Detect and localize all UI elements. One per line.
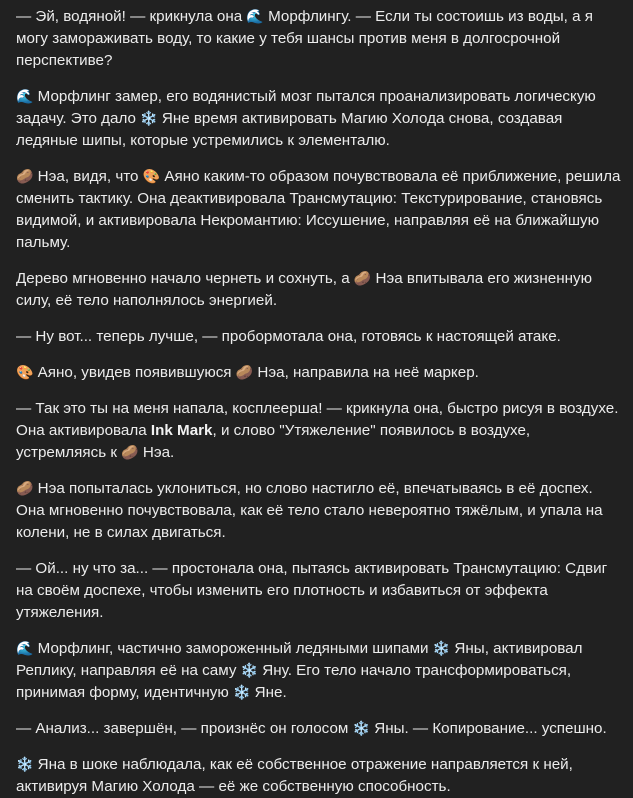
snowflake-icon: ❄️ — [233, 685, 251, 701]
text-run: Яны, активировал Реплику, направляя её на саму — [16, 640, 583, 679]
text-run: Яна в шоке наблюдала, как её собственное отражение направляется к ней, активируя Магию Холода — её же собственную способность. — [16, 756, 573, 795]
text-run: Аяно, увидев появившуюся — [33, 364, 236, 381]
text-run: — Ой... ну что за... — простонала она, пытаясь активировать Трансмутацию: Сдвиг на своём доспехе, чтобы изменить его плотность и избавиться от эффекта утяжеления. — [16, 560, 608, 621]
text-run: Нэа попыталась уклониться, но слово настигло её, впечатываясь в её доспех. Она мгновенно почувствовала, как её тело стало невероятно тяжёлым, и упала на колени, не в силах двигаться. — [16, 480, 603, 541]
snowflake-icon: ❄️ — [352, 721, 370, 737]
potato-icon: 🥔 — [16, 169, 34, 185]
text-run: — Анализ... завершён, — произнёс он голосом — [16, 720, 353, 737]
message-paragraph — [16, 326, 623, 348]
snowflake-icon: ❄️ — [432, 641, 451, 657]
message-paragraph — [16, 718, 623, 740]
text-run: , и слово "Утяжеление" появилось в воздухе, устремляясь к — [16, 422, 531, 461]
text-run: Дерево мгновенно начало чернеть и сохнуть, а — [16, 270, 354, 287]
message-paragraph — [16, 268, 623, 312]
message-paragraph — [16, 638, 623, 704]
wave-icon: 🌊 — [246, 9, 264, 25]
potato-icon: 🥔 — [235, 365, 254, 381]
snowflake-icon: ❄️ — [140, 111, 158, 127]
potato-icon: 🥔 — [121, 445, 139, 461]
text-run: Яны. — Копирование... успешно. — [370, 720, 607, 737]
text-run: Морфлинг, частично замороженный ледяными шипами — [33, 640, 433, 657]
wave-icon: 🌊 — [16, 641, 34, 657]
text-run: — Так это ты на меня напала, косплеерша! — крикнула она, быстро рисуя в воздухе. Она активировала — [16, 400, 619, 439]
text-run: Аяно каким-то образом почувствовала её приближение, решила сменить тактику. Она деактивировала Трансмутацию: Текстурирование, становясь видимой, и активировала Некромантию: Иссушение, направляя её на ближайшую пальму. — [16, 168, 621, 251]
text-run: Яну. Его тело начало трансформироваться, принимая форму, идентичную — [16, 662, 572, 701]
potato-icon: 🥔 — [16, 481, 34, 497]
text-run: Яне. — [250, 684, 287, 701]
text-run: — Ну вот... теперь лучше, — пробормотала она, готовясь к настоящей атаке. — [16, 328, 561, 345]
message-paragraph — [16, 166, 623, 254]
wave-icon: 🌊 — [16, 89, 34, 105]
text-run: Нэа. — [138, 444, 175, 461]
text-run: Нэа, направила на неё маркер. — [253, 364, 479, 381]
snowflake-icon: ❄️ — [16, 757, 34, 773]
text-run: Яне время активировать Магию Холода снова, создавая ледяные шипы, которые устремились к элементалю. — [16, 110, 563, 149]
text-run: Нэа, видя, что — [33, 168, 143, 185]
message-paragraph — [16, 6, 623, 72]
message-paragraph — [16, 754, 623, 798]
message-paragraph — [16, 398, 623, 464]
message-paragraph — [16, 362, 623, 384]
text-run: Морфлингу. — Если ты состоишь из воды, а я могу замораживать воду, то какие у тебя шансы против меня в долгосрочной перспективе? — [16, 8, 593, 69]
palette-icon: 🎨 — [142, 169, 161, 185]
text-run: — Эй, водяной! — крикнула она — [16, 8, 247, 25]
bold-term: Ink Mark — [150, 422, 213, 439]
text-run: Морфлинг замер, его водянистый мозг пытался проанализировать логическую задачу. Это дало — [16, 88, 596, 127]
palette-icon: 🎨 — [16, 365, 34, 381]
text-run: Нэа впитывала его жизненную силу, её тело наполнялось энергией. — [16, 270, 592, 309]
potato-icon: 🥔 — [353, 271, 372, 287]
message-paragraph — [16, 478, 623, 544]
snowflake-icon: ❄️ — [240, 663, 259, 679]
message-paragraph — [16, 86, 623, 152]
message-paragraph — [16, 558, 623, 624]
